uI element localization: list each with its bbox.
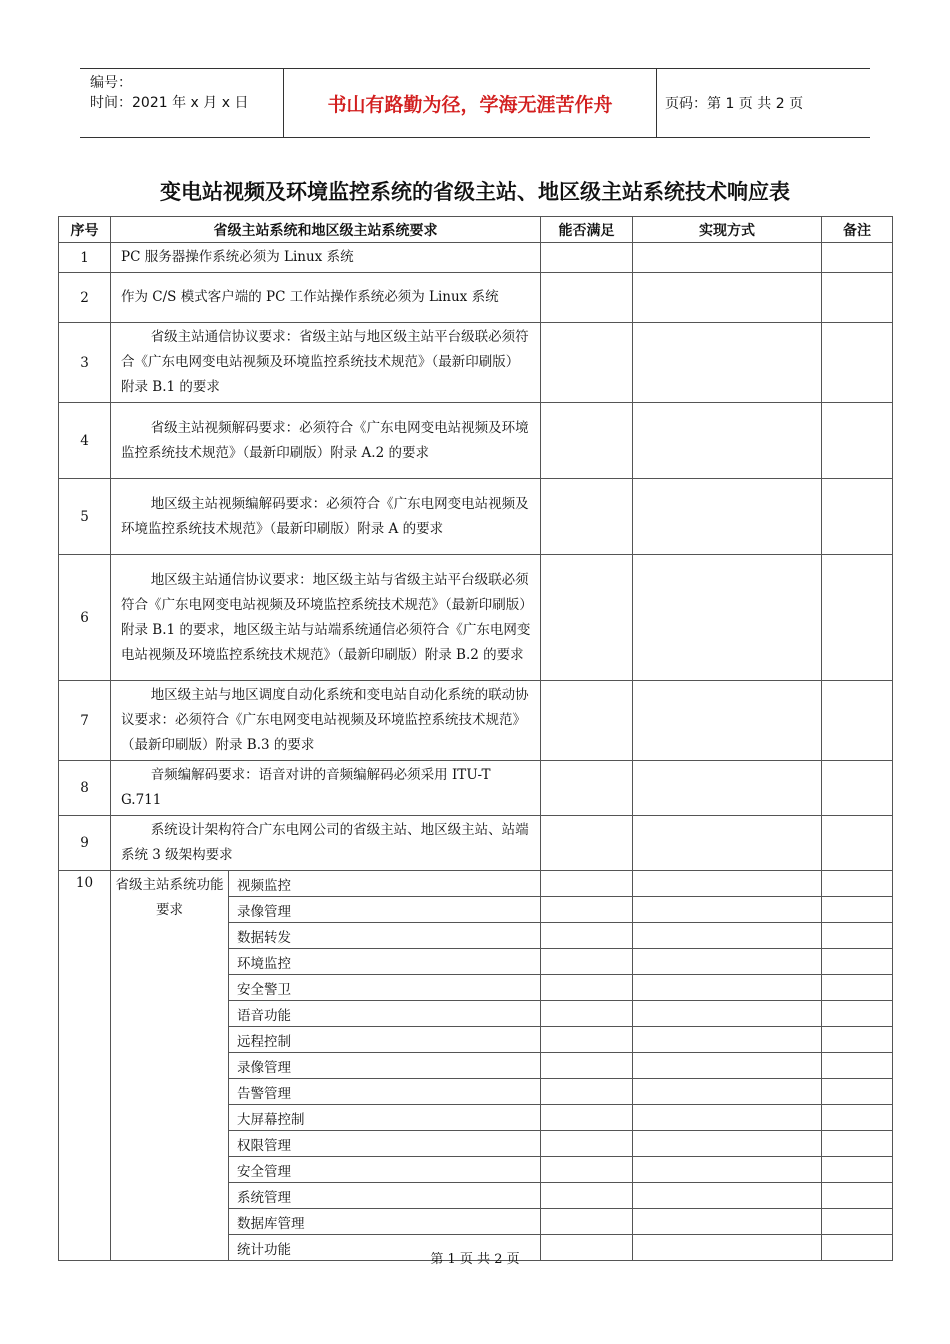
time-label: 时间：2021 年 x 月 x 日 (90, 95, 249, 111)
note-cell (822, 1209, 893, 1235)
response-table (58, 216, 893, 1261)
note-cell (822, 1183, 893, 1209)
can-satisfy-cell (541, 681, 633, 761)
note-cell (822, 1001, 893, 1027)
method-cell (633, 243, 822, 273)
requirement-text: 系统设计架构符合广东电网公司的省级主站、地区级主站、站端系统 3 级架构要求 (111, 816, 541, 871)
method-cell (633, 897, 822, 923)
note-cell (822, 816, 893, 871)
note-cell (822, 1105, 893, 1131)
method-cell (633, 273, 822, 323)
table-row (59, 816, 893, 871)
note-cell (822, 761, 893, 816)
note-cell (822, 479, 893, 555)
method-cell (633, 871, 822, 897)
can-satisfy-cell (541, 1131, 633, 1157)
row-number: 2 (59, 273, 111, 323)
function-item: 环境监控 (229, 949, 541, 975)
note-cell (822, 243, 893, 273)
can-satisfy-cell (541, 761, 633, 816)
note-cell (822, 1053, 893, 1079)
method-cell (633, 816, 822, 871)
table-row (59, 479, 893, 555)
can-satisfy-cell (541, 243, 633, 273)
function-item: 远程控制 (229, 1027, 541, 1053)
can-satisfy-cell (541, 479, 633, 555)
function-item: 录像管理 (229, 897, 541, 923)
can-satisfy-cell (541, 403, 633, 479)
code-label: 编号： (90, 75, 132, 91)
requirement-text: 地区级主站通信协议要求：地区级主站与省级主站平台级联必须符合《广东电网变电站视频及环境监控系统技术规范》（最新印刷版）附录 B.1 的要求，地区级主站与站端系统通信必须符合《广东电网变电站视频及环境监控系统技术规范》（最新印刷版）附录 B.2 的要求 (111, 555, 541, 681)
table-row (59, 403, 893, 479)
can-satisfy-cell (541, 555, 633, 681)
method-cell (633, 1131, 822, 1157)
function-item: 录像管理 (229, 1053, 541, 1079)
row-number: 3 (59, 323, 111, 403)
method-cell (633, 1209, 822, 1235)
row-number: 5 (59, 479, 111, 555)
note-cell (822, 1157, 893, 1183)
function-item: 统计功能 (229, 1235, 541, 1261)
table-row (59, 761, 893, 816)
method-cell (633, 1183, 822, 1209)
function-item: 数据转发 (229, 923, 541, 949)
method-cell (633, 1001, 822, 1027)
method-cell (633, 1053, 822, 1079)
table-row (59, 323, 893, 403)
method-cell (633, 1105, 822, 1131)
can-satisfy-cell (541, 1209, 633, 1235)
table-header-row (59, 217, 893, 243)
requirement-text: PC 服务器操作系统必须为 Linux 系统 (111, 243, 541, 273)
row-number: 9 (59, 816, 111, 871)
header-method: 实现方式 (633, 217, 822, 243)
function-group-label: 省级主站系统功能要求 (111, 871, 229, 1261)
note-cell (822, 923, 893, 949)
requirement-text: 省级主站通信协议要求：省级主站与地区级主站平台级联必须符合《广东电网变电站视频及环境监控系统技术规范》（最新印刷版）附录 B.1 的要求 (111, 323, 541, 403)
note-cell (822, 975, 893, 1001)
method-cell (633, 403, 822, 479)
note-cell (822, 403, 893, 479)
can-satisfy-cell (541, 975, 633, 1001)
can-satisfy-cell (541, 1183, 633, 1209)
page-number: 页码：第 1 页 共 2 页 (665, 96, 804, 112)
method-cell (633, 949, 822, 975)
can-satisfy-cell (541, 816, 633, 871)
function-item: 大屏幕控制 (229, 1105, 541, 1131)
page-footer: 第 1 页 共 2 页 (430, 1252, 520, 1267)
note-cell (822, 681, 893, 761)
note-cell (822, 1079, 893, 1105)
method-cell (633, 975, 822, 1001)
function-item: 系统管理 (229, 1183, 541, 1209)
row-number: 8 (59, 761, 111, 816)
method-cell (633, 555, 822, 681)
can-satisfy-cell (541, 1105, 633, 1131)
method-cell (633, 761, 822, 816)
can-satisfy-cell (541, 1001, 633, 1027)
note-cell (822, 273, 893, 323)
note-cell (822, 1131, 893, 1157)
document-title: 变电站视频及环境监控系统的省级主站、地区级主站系统技术响应表 (160, 180, 790, 204)
function-item: 权限管理 (229, 1131, 541, 1157)
table-row (59, 681, 893, 761)
function-item: 语音功能 (229, 1001, 541, 1027)
header-no: 序号 (59, 217, 111, 243)
note-cell (822, 323, 893, 403)
can-satisfy-cell (541, 323, 633, 403)
function-item: 安全管理 (229, 1157, 541, 1183)
function-item: 视频监控 (229, 871, 541, 897)
requirement-text: 音频编解码要求：语音对讲的音频编解码必须采用 ITU-T G.711 (111, 761, 541, 816)
table-row (59, 555, 893, 681)
row-number: 4 (59, 403, 111, 479)
header-can: 能否满足 (541, 217, 633, 243)
function-item: 数据库管理 (229, 1209, 541, 1235)
note-cell (822, 1027, 893, 1053)
requirement-text: 作为 C/S 模式客户端的 PC 工作站操作系统必须为 Linux 系统 (111, 273, 541, 323)
note-cell (822, 871, 893, 897)
function-item: 安全警卫 (229, 975, 541, 1001)
row-number: 10 (59, 871, 111, 1261)
note-cell (822, 897, 893, 923)
header-note: 备注 (822, 217, 893, 243)
note-cell (822, 949, 893, 975)
header-req: 省级主站系统和地区级主站系统要求 (111, 217, 541, 243)
table-row (59, 243, 893, 273)
method-cell (633, 923, 822, 949)
method-cell (633, 1079, 822, 1105)
function-item: 告警管理 (229, 1079, 541, 1105)
can-satisfy-cell (541, 1027, 633, 1053)
motto: 书山有路勤为径，学海无涯苦作舟 (283, 69, 657, 137)
header-meta (90, 73, 280, 113)
can-satisfy-cell (541, 949, 633, 975)
can-satisfy-cell (541, 1053, 633, 1079)
row-number: 7 (59, 681, 111, 761)
requirement-text: 地区级主站与地区调度自动化系统和变电站自动化系统的联动协议要求：必须符合《广东电网变电站视频及环境监控系统技术规范》（最新印刷版）附录 B.3 的要求 (111, 681, 541, 761)
page-header (80, 68, 870, 138)
method-cell (633, 479, 822, 555)
can-satisfy-cell (541, 1157, 633, 1183)
can-satisfy-cell (541, 273, 633, 323)
table-row (59, 273, 893, 323)
sub-row (59, 871, 893, 897)
can-satisfy-cell (541, 871, 633, 897)
row-number: 6 (59, 555, 111, 681)
method-cell (633, 1027, 822, 1053)
row-number: 1 (59, 243, 111, 273)
note-cell (822, 555, 893, 681)
can-satisfy-cell (541, 923, 633, 949)
method-cell (633, 323, 822, 403)
requirement-text: 省级主站视频解码要求：必须符合《广东电网变电站视频及环境监控系统技术规范》（最新印刷版）附录 A.2 的要求 (111, 403, 541, 479)
can-satisfy-cell (541, 897, 633, 923)
method-cell (633, 681, 822, 761)
can-satisfy-cell (541, 1079, 633, 1105)
requirement-text: 地区级主站视频编解码要求：必须符合《广东电网变电站视频及环境监控系统技术规范》（最新印刷版）附录 A 的要求 (111, 479, 541, 555)
method-cell (633, 1157, 822, 1183)
